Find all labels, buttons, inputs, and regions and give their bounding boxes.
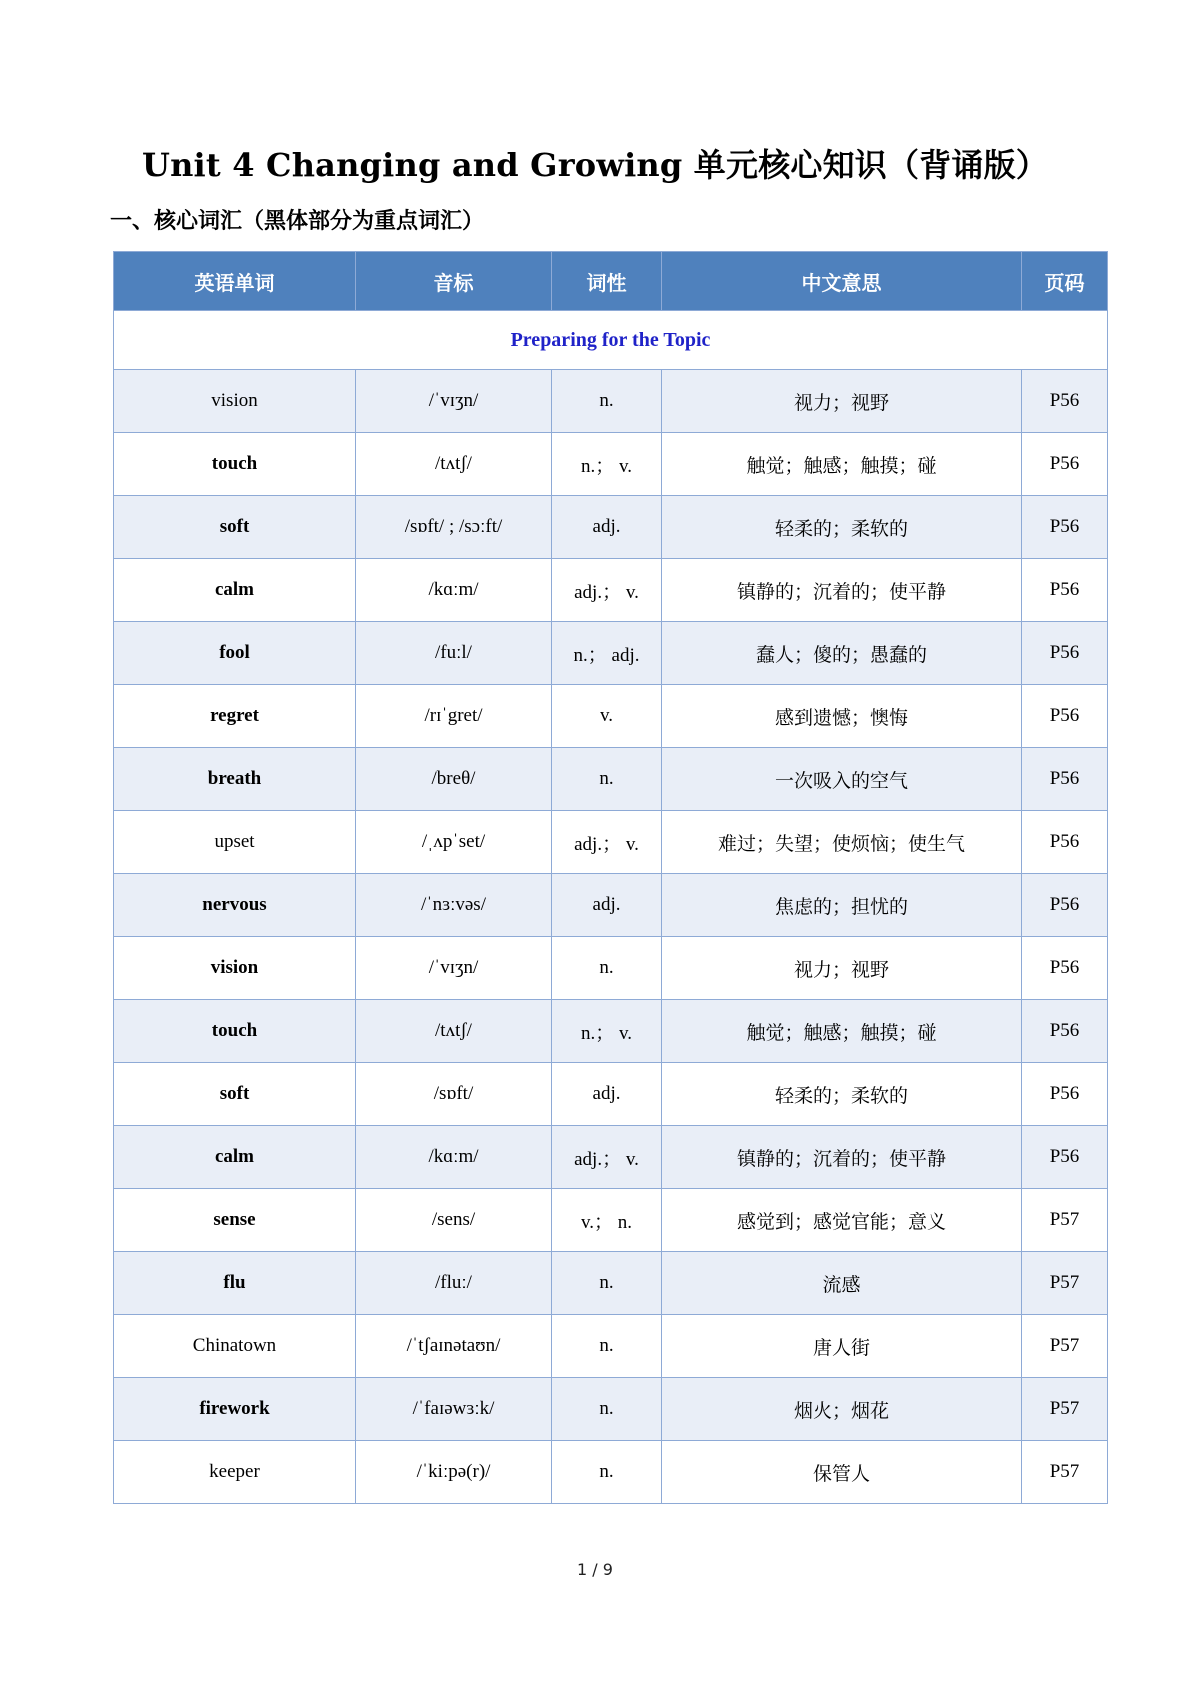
table-row xyxy=(114,748,1108,811)
cell-page: P56 xyxy=(1022,496,1108,559)
cell-page: P57 xyxy=(1022,1441,1108,1504)
table-row xyxy=(114,559,1108,622)
header-phonetic: 音标 xyxy=(356,252,552,311)
cell-phonetic: /fluː/ xyxy=(356,1252,552,1315)
cell-part-of-speech: adj.； v. xyxy=(552,1126,662,1189)
cell-word: soft xyxy=(114,1063,356,1126)
cell-word: keeper xyxy=(114,1441,356,1504)
cell-page: P56 xyxy=(1022,748,1108,811)
table-row xyxy=(114,1252,1108,1315)
cell-meaning: 保管人 xyxy=(662,1441,1022,1504)
cell-page: P56 xyxy=(1022,1000,1108,1063)
cell-page: P56 xyxy=(1022,1063,1108,1126)
cell-part-of-speech: v.； n. xyxy=(552,1189,662,1252)
cell-page: P57 xyxy=(1022,1252,1108,1315)
cell-part-of-speech: n.； adj. xyxy=(552,622,662,685)
cell-part-of-speech: adj. xyxy=(552,496,662,559)
cell-part-of-speech: n. xyxy=(552,1441,662,1504)
table-row xyxy=(114,937,1108,1000)
cell-word: flu xyxy=(114,1252,356,1315)
cell-meaning: 焦虑的；担忧的 xyxy=(662,874,1022,937)
cell-phonetic: /tʌtʃ/ xyxy=(356,433,552,496)
section-heading: 一、核心词汇（黑体部分为重点词汇） xyxy=(110,209,485,234)
table-header-row xyxy=(114,252,1108,311)
cell-part-of-speech: adj.； v. xyxy=(552,811,662,874)
cell-phonetic: /rɪˈgret/ xyxy=(356,685,552,748)
cell-phonetic: /tʌtʃ/ xyxy=(356,1000,552,1063)
table-row xyxy=(114,622,1108,685)
cell-page: P56 xyxy=(1022,874,1108,937)
cell-phonetic: /ˌʌpˈset/ xyxy=(356,811,552,874)
cell-meaning: 感觉到；感觉官能；意义 xyxy=(662,1189,1022,1252)
table-row xyxy=(114,1315,1108,1378)
cell-meaning: 轻柔的；柔软的 xyxy=(662,1063,1022,1126)
cell-page: P56 xyxy=(1022,1126,1108,1189)
header-meaning: 中文意思 xyxy=(662,252,1022,311)
table-row xyxy=(114,496,1108,559)
cell-part-of-speech: n. xyxy=(552,1315,662,1378)
cell-word: breath xyxy=(114,748,356,811)
cell-part-of-speech: n. xyxy=(552,370,662,433)
table-section-row xyxy=(114,311,1108,370)
page-number: 1 / 9 xyxy=(577,1560,613,1579)
table-row xyxy=(114,370,1108,433)
table-row xyxy=(114,874,1108,937)
cell-part-of-speech: n. xyxy=(552,1252,662,1315)
cell-page: P56 xyxy=(1022,370,1108,433)
cell-phonetic: /ˈkiːpə(r)/ xyxy=(356,1441,552,1504)
cell-phonetic: /sɒft/ xyxy=(356,1063,552,1126)
cell-word: soft xyxy=(114,496,356,559)
cell-part-of-speech: n.； v. xyxy=(552,1000,662,1063)
cell-meaning: 流感 xyxy=(662,1252,1022,1315)
cell-meaning: 一次吸入的空气 xyxy=(662,748,1022,811)
cell-phonetic: /sɒft/ ; /sɔːft/ xyxy=(356,496,552,559)
cell-page: P56 xyxy=(1022,622,1108,685)
cell-phonetic: /breθ/ xyxy=(356,748,552,811)
header-page: 页码 xyxy=(1022,252,1108,311)
cell-word: calm xyxy=(114,1126,356,1189)
cell-part-of-speech: n.； v. xyxy=(552,433,662,496)
cell-meaning: 触觉；触感；触摸；碰 xyxy=(662,433,1022,496)
cell-phonetic: /ˈvɪʒn/ xyxy=(356,370,552,433)
cell-part-of-speech: n. xyxy=(552,1378,662,1441)
cell-word: nervous xyxy=(114,874,356,937)
cell-meaning: 感到遗憾；懊悔 xyxy=(662,685,1022,748)
cell-part-of-speech: v. xyxy=(552,685,662,748)
cell-page: P56 xyxy=(1022,937,1108,1000)
cell-meaning: 蠢人；傻的；愚蠢的 xyxy=(662,622,1022,685)
cell-word: upset xyxy=(114,811,356,874)
cell-word: firework xyxy=(114,1378,356,1441)
cell-page: P56 xyxy=(1022,685,1108,748)
cell-word: calm xyxy=(114,559,356,622)
table-row xyxy=(114,811,1108,874)
cell-phonetic: /sens/ xyxy=(356,1189,552,1252)
table-row xyxy=(114,1441,1108,1504)
header-word: 英语单词 xyxy=(114,252,356,311)
cell-page: P57 xyxy=(1022,1189,1108,1252)
cell-meaning: 轻柔的；柔软的 xyxy=(662,496,1022,559)
cell-phonetic: /ˈtʃaɪnətaʊn/ xyxy=(356,1315,552,1378)
cell-page: P57 xyxy=(1022,1378,1108,1441)
table-row xyxy=(114,433,1108,496)
table-row xyxy=(114,1378,1108,1441)
table-row xyxy=(114,1063,1108,1126)
cell-page: P57 xyxy=(1022,1315,1108,1378)
cell-word: touch xyxy=(114,1000,356,1063)
table-row xyxy=(114,1126,1108,1189)
cell-phonetic: /kɑːm/ xyxy=(356,1126,552,1189)
cell-part-of-speech: adj. xyxy=(552,1063,662,1126)
table-row xyxy=(114,685,1108,748)
cell-phonetic: /kɑːm/ xyxy=(356,559,552,622)
table-row xyxy=(114,1189,1108,1252)
cell-part-of-speech: n. xyxy=(552,748,662,811)
page-title: Unit 4 Changing and Growing 单元核心知识（背诵版） xyxy=(141,146,1049,184)
header-part-of-speech: 词性 xyxy=(552,252,662,311)
cell-page: P56 xyxy=(1022,811,1108,874)
cell-phonetic: /ˈvɪʒn/ xyxy=(356,937,552,1000)
cell-word: touch xyxy=(114,433,356,496)
cell-meaning: 触觉；触感；触摸；碰 xyxy=(662,1000,1022,1063)
cell-part-of-speech: adj.； v. xyxy=(552,559,662,622)
cell-word: vision xyxy=(114,370,356,433)
cell-word: regret xyxy=(114,685,356,748)
cell-meaning: 烟火；烟花 xyxy=(662,1378,1022,1441)
cell-meaning: 视力；视野 xyxy=(662,370,1022,433)
section-label: Preparing for the Topic xyxy=(114,311,1108,370)
cell-phonetic: /ˈfaɪəwɜːk/ xyxy=(356,1378,552,1441)
table-row xyxy=(114,1000,1108,1063)
cell-word: fool xyxy=(114,622,356,685)
cell-phonetic: /ˈnɜːvəs/ xyxy=(356,874,552,937)
cell-part-of-speech: adj. xyxy=(552,874,662,937)
cell-meaning: 镇静的；沉着的；使平静 xyxy=(662,559,1022,622)
cell-word: sense xyxy=(114,1189,356,1252)
cell-meaning: 视力；视野 xyxy=(662,937,1022,1000)
cell-meaning: 难过；失望；使烦恼；使生气 xyxy=(662,811,1022,874)
cell-meaning: 唐人街 xyxy=(662,1315,1022,1378)
cell-word: vision xyxy=(114,937,356,1000)
cell-page: P56 xyxy=(1022,559,1108,622)
cell-part-of-speech: n. xyxy=(552,937,662,1000)
cell-word: Chinatown xyxy=(114,1315,356,1378)
cell-meaning: 镇静的；沉着的；使平静 xyxy=(662,1126,1022,1189)
cell-page: P56 xyxy=(1022,433,1108,496)
cell-phonetic: /fuːl/ xyxy=(356,622,552,685)
vocabulary-table xyxy=(113,251,1108,1504)
